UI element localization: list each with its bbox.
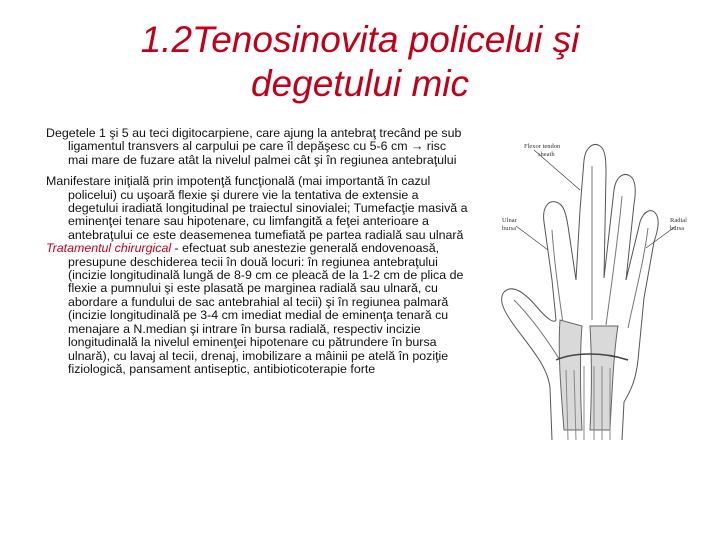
label-flexor-line2: sheath xyxy=(538,151,555,158)
sheath-middle-finger xyxy=(606,196,622,325)
sheath-index-finger xyxy=(628,228,648,328)
paragraph-symptoms: Manifestare iniţială prin impotenţă funcţională (mai importantă în cazul policelui) cu uşoară flexie şi durere vie la tentativa de extensie a degetului iradiată longitudinal pe traiectul sinovialei; Tumefacţie masivă a eminenţei tenare sau hipotenare, cu limfangită a feţei anterioare a antebraţului ce este deasemenea tumefiată pe partea radială sau ulnară xyxy=(46,174,468,242)
paragraph-anatomy: Degetele 1 şi 5 au teci digitocarpiene, care ajung la antebraţ trecând pe sub ligamentul transvers al carpului pe care îl depăşesc cu 5-6 cm → risc mai mare de fuzare atât la nivelul palmei cât şi în regiunea antebraţului xyxy=(46,126,462,167)
body-text xyxy=(46,127,468,376)
slide-title xyxy=(40,18,680,106)
label-radial-line2: bursa xyxy=(670,225,685,232)
label-radial-line1: Radial xyxy=(670,217,687,224)
paragraph-treatment xyxy=(46,242,468,376)
label-flexor-line1: Flexor tendon xyxy=(524,143,561,150)
ulnar-bursa xyxy=(559,320,582,430)
hand-illustration xyxy=(494,130,706,445)
title-line-1: 1.2Tenosinovita policelui şi xyxy=(140,19,580,60)
treatment-label: Tratamentul chirurgical xyxy=(46,241,172,256)
label-ulnar-line2: bursa xyxy=(502,225,517,232)
hand-anatomy-drawing xyxy=(494,130,706,445)
label-ulnar-line1: Ulnar xyxy=(502,217,517,224)
treatment-text: - efectuat sub anestezie generală endovenoasă, presupune deschiderea tecii în două locuri: în regiunea antebraţului (incizie longitudinală lungă de 8-9 cm ce pleacă de la 1-2 cm de plica de flexie a pumnului şi este plasată pe marginea radială sau ulnară, cu abordare a fundului de sac antebrahial al tecii) şi în regiunea palmară (incizie longitudinală pe 3-4 cm imediat medial de eminenţa tenară cu menajare a N.median şi intrare în bursa radială, respectiv incizie longitudinală la nivelul eminenţei hipotenare cu pătrundere în bursa ulnară), cu lavaj al tecii, drenaj, imobilizare a mâinii pe atelă în poziţie fiziologică, pansament antiseptic, antibioticoterapie forte xyxy=(68,241,464,376)
title-line-2: degetului mic xyxy=(250,63,469,104)
sheath-little-finger xyxy=(552,230,564,330)
